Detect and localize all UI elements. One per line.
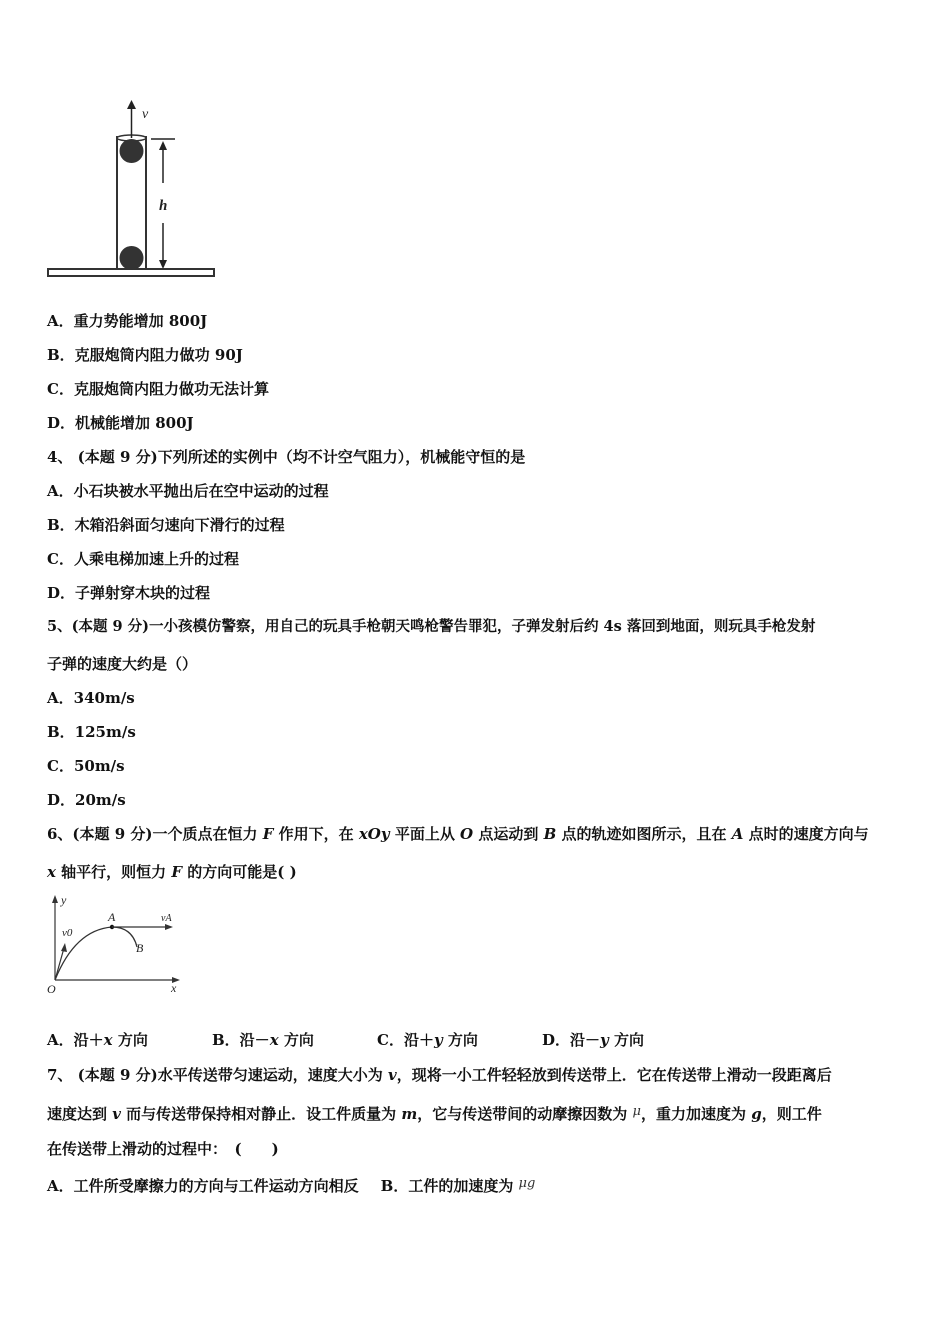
q6-option-b	[212, 1030, 314, 1050]
q4-option-a: A．小石块被水平抛出后在空中运动的过程	[47, 482, 329, 500]
ball-top	[120, 139, 144, 163]
q6-option-c-suffix: 方向	[442, 1031, 478, 1049]
q7-text: ，现将一小工件轻轻放到传送带上．它在传送带上滑动一段距离后	[396, 1066, 832, 1084]
q6-option-c-var: y	[433, 1031, 443, 1049]
label-x: x	[171, 981, 177, 995]
q6-option-a-prefix: A．沿＋	[47, 1031, 104, 1049]
q3-option-d: D．机械能增加 800J	[47, 414, 194, 432]
q6-var-f: F	[262, 825, 274, 843]
q6-var-b: B	[543, 825, 557, 843]
label-v: v	[142, 107, 149, 122]
q3-option-c: C．克服炮筒内阻力做功无法计算	[47, 380, 269, 398]
h-arrow-down-head	[159, 260, 167, 269]
q7-text: ，则工件	[761, 1105, 822, 1123]
q7-text: ，重力加速度为	[640, 1105, 752, 1123]
q6-text: 平面上从	[389, 825, 461, 843]
label-y: y	[61, 893, 67, 907]
q6-text: 轴平行，则恒力	[55, 863, 172, 881]
q6-var-x: x	[47, 863, 56, 881]
q7-text: ，它与传送带间的动摩擦因数为	[417, 1105, 633, 1123]
ball-bottom	[120, 246, 144, 270]
q7-var-m: m	[401, 1105, 418, 1123]
q6-var-xoy: xOy	[358, 825, 390, 843]
q7-option-b: B．工件的加速度为	[380, 1177, 519, 1195]
q6-var-o: O	[460, 825, 474, 843]
q7-options-row	[47, 1174, 535, 1196]
q7-var-mu: μ	[632, 1104, 641, 1119]
v0-arrow-head	[61, 943, 67, 952]
q6-text: 点运动到	[473, 825, 544, 843]
q6-text: 作用下，在	[273, 825, 359, 843]
q6-option-b-prefix: B．沿－	[212, 1031, 270, 1049]
q6-var-f: F	[171, 863, 183, 881]
q6-option-a-var: x	[103, 1031, 113, 1049]
q6-option-b-var: x	[269, 1031, 279, 1049]
q7-var-g: g	[751, 1105, 762, 1123]
q3-option-a: A．重力势能增加 800J	[47, 312, 208, 330]
q7-text: 速度达到	[47, 1105, 113, 1123]
q6-option-c	[377, 1030, 478, 1050]
label-v0: v0	[62, 927, 73, 939]
q5-stem-line1: 5、(本题 9 分)一小孩模仿警察，用自己的玩具手枪朝天鸣枪警告罪犯，子弹发射后约 4s 落回到地面，则玩具手枪发射	[47, 618, 816, 635]
q7-stem-line1	[47, 1065, 832, 1085]
label-o: O	[47, 982, 56, 996]
h-arrow-up-head	[159, 141, 167, 150]
q6-text: 点的轨迹如图所示，且在	[556, 825, 732, 843]
va-arrow-head	[165, 924, 173, 930]
q6-option-c-prefix: C．沿＋	[377, 1031, 434, 1049]
v-arrow-head	[127, 100, 136, 109]
q4-option-b: B．木箱沿斜面匀速向下滑行的过程	[47, 516, 285, 534]
tube-figure	[45, 98, 220, 283]
label-a: A	[108, 910, 116, 924]
q6-option-a	[47, 1030, 148, 1050]
q4-stem: 4、 (本题 9 分)下列所述的实例中（均不计空气阻力），机械能守恒的是	[47, 448, 526, 466]
q7-stem-line2	[47, 1102, 822, 1124]
q7-var-mug: μg	[518, 1176, 536, 1191]
y-axis-arrow	[52, 895, 58, 903]
q6-text: 6、(本题 9 分)一个质点在恒力	[47, 825, 263, 843]
q5-option-a: A．340m/s	[47, 689, 135, 707]
q7-option-a: A．工件所受摩擦力的方向与工件运动方向相反	[47, 1177, 359, 1195]
q5-stem-line2: 子弹的速度大约是（）	[47, 655, 198, 673]
q6-option-d-var: y	[600, 1031, 609, 1049]
q7-var-v: v	[387, 1066, 397, 1084]
q6-option-a-suffix: 方向	[112, 1031, 148, 1049]
label-va: vA	[161, 913, 172, 924]
q6-stem-line1	[47, 824, 869, 844]
q6-option-d	[542, 1030, 644, 1050]
q5-option-b: B．125m/s	[47, 723, 136, 741]
q7-stem-line3: 在传送带上滑动的过程中： ( )	[47, 1140, 279, 1158]
trajectory-figure	[40, 890, 190, 1000]
q4-option-d: D．子弹射穿木块的过程	[47, 584, 211, 602]
q6-option-b-suffix: 方向	[278, 1031, 314, 1049]
q6-text: 的方向可能是( )	[182, 863, 297, 881]
q7-text: 而与传送带保持相对静止．设工件质量为	[120, 1105, 402, 1123]
label-h: h	[159, 198, 168, 214]
q6-var-a: A	[731, 825, 744, 843]
q7-text: 7、 (本题 9 分)水平传送带匀速运动，速度大小为	[47, 1066, 388, 1084]
q5-option-d: D．20m/s	[47, 791, 126, 809]
q6-text: 点时的速度方向与	[743, 825, 869, 843]
q6-option-d-prefix: D．沿－	[542, 1031, 601, 1049]
label-b: B	[136, 941, 144, 955]
ground-plate	[48, 269, 214, 276]
q3-option-b: B．克服炮筒内阻力做功 90J	[47, 346, 243, 364]
q4-option-c: C．人乘电梯加速上升的过程	[47, 550, 239, 568]
q5-option-c: C．50m/s	[47, 757, 125, 775]
q7-var-v: v	[112, 1105, 121, 1123]
q6-option-d-suffix: 方向	[608, 1031, 644, 1049]
q6-stem-line2	[47, 862, 297, 882]
